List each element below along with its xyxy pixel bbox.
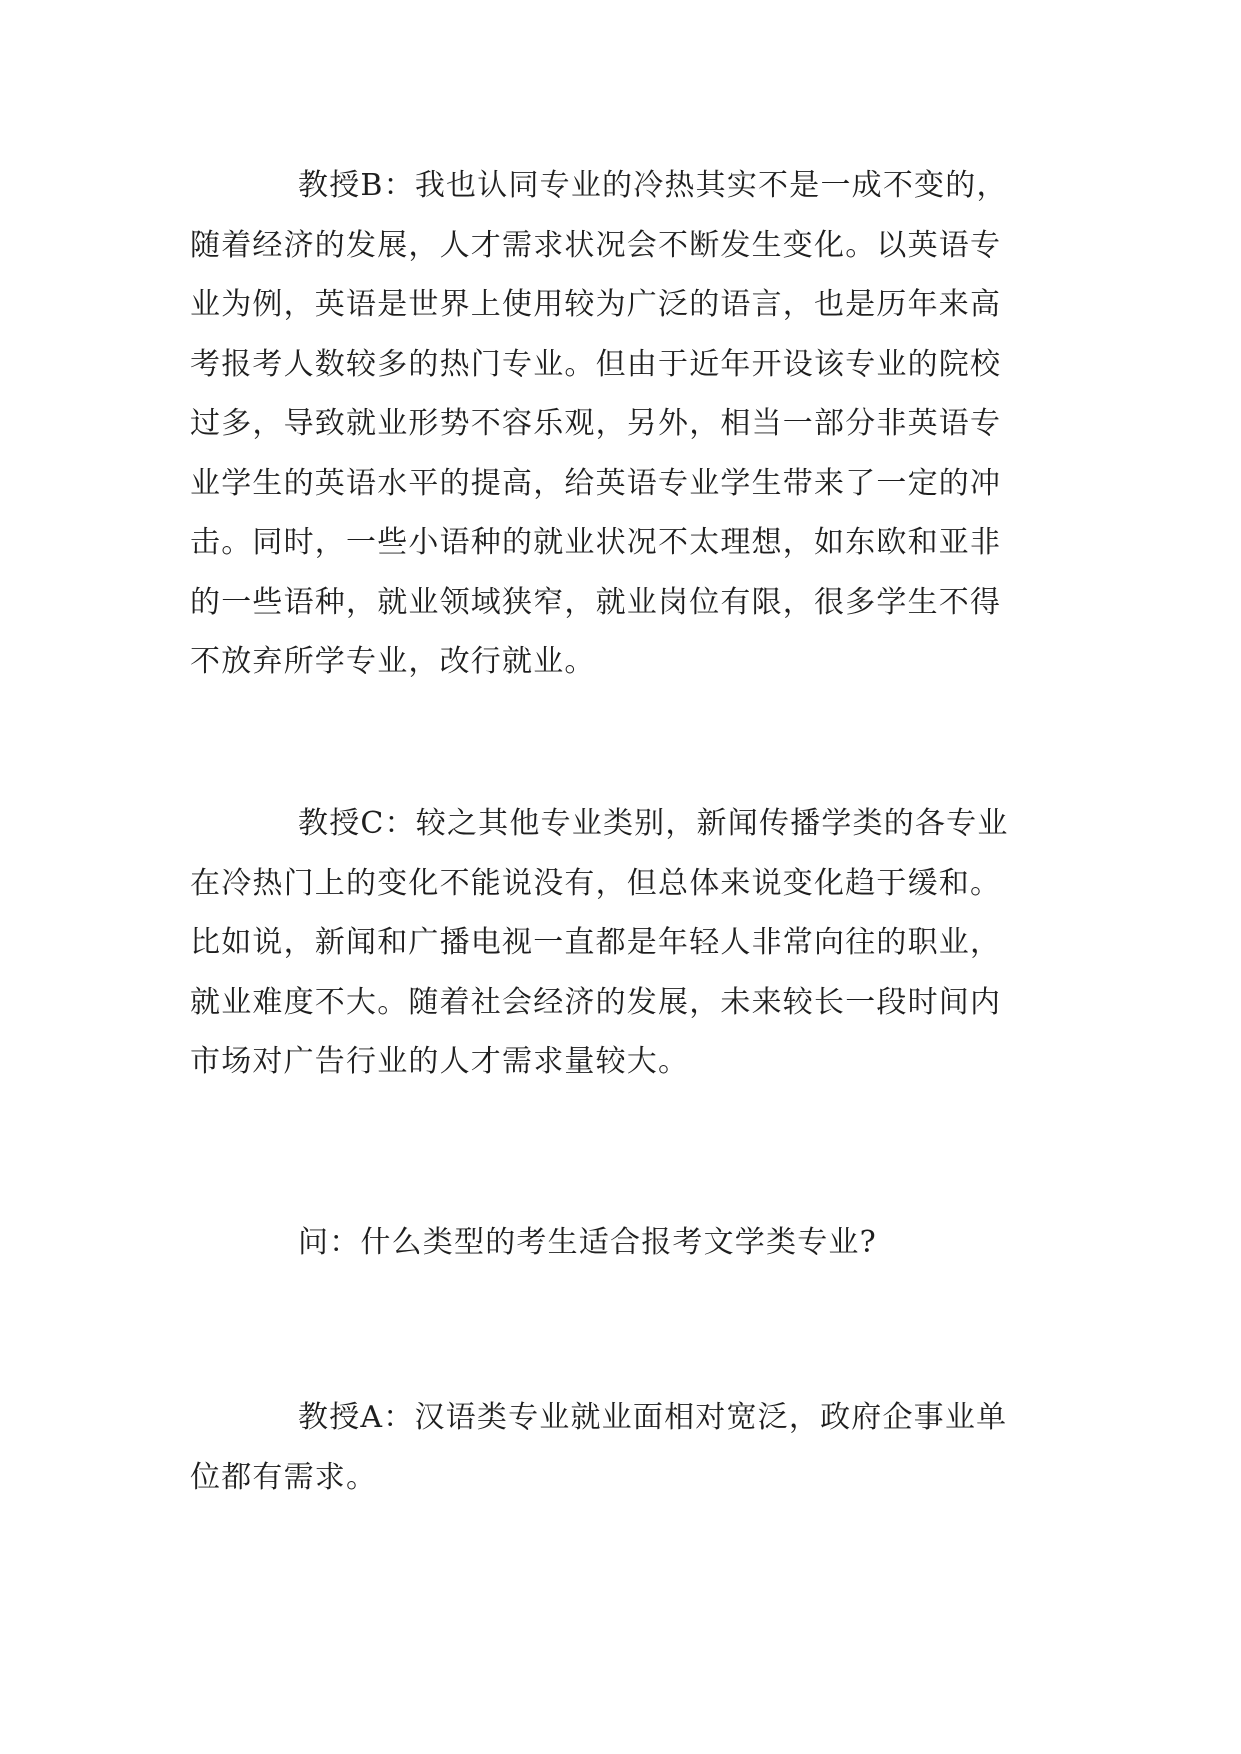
paragraph-line: 考报考人数较多的热门专业。但由于近年开设该专业的院校 <box>190 346 1002 382</box>
paragraph-line: 击。同时，一些小语种的就业状况不太理想，如东欧和亚非 <box>190 525 1002 560</box>
paragraph-line: 教授C：较之其他专业类别，新闻传播学类的各专业 <box>298 806 1009 841</box>
paragraph-line: 就业难度不大。随着社会经济的发展，未来较长一段时间内 <box>190 984 1002 1020</box>
paragraph-line: 不放弃所学专业，改行就业。 <box>190 644 596 679</box>
paragraph-line: 在冷热门上的变化不能说没有，但总体来说变化趋于缓和。 <box>190 865 1002 901</box>
paragraph-professor-c <box>190 794 1060 1092</box>
paragraph-line: 的一些语种，就业领域狭窄，就业岗位有限，很多学生不得 <box>190 584 1002 620</box>
paragraph-professor-a <box>190 1388 1060 1507</box>
paragraph-line: 教授A：汉语类专业就业面相对宽泛，政府企事业单 <box>298 1400 1008 1435</box>
paragraph-line: 业学生的英语水平的提高，给英语专业学生带来了一定的冲 <box>190 465 1002 501</box>
paragraph-line: 市场对广告行业的人才需求量较大。 <box>190 1044 690 1079</box>
paragraph-question <box>190 1213 1060 1273</box>
paragraph-professor-b <box>190 156 1060 692</box>
paragraph-line: 过多，导致就业形势不容乐观，另外，相当一部分非英语专 <box>190 406 1002 441</box>
paragraph-line: 教授B：我也认同专业的冷热其实不是一成不变的， <box>298 168 1008 203</box>
paragraph-line: 位都有需求。 <box>190 1459 378 1495</box>
paragraph-line: 比如说，新闻和广播电视一直都是年轻人非常向往的职业， <box>190 925 1002 960</box>
paragraph-line: 业为例，英语是世界上使用较为广泛的语言，也是历年来高 <box>190 287 1002 322</box>
paragraph-line: 问：什么类型的考生适合报考文学类专业? <box>298 1225 877 1260</box>
paragraph-line: 随着经济的发展，人才需求状况会不断发生变化。以英语专 <box>190 227 1002 263</box>
